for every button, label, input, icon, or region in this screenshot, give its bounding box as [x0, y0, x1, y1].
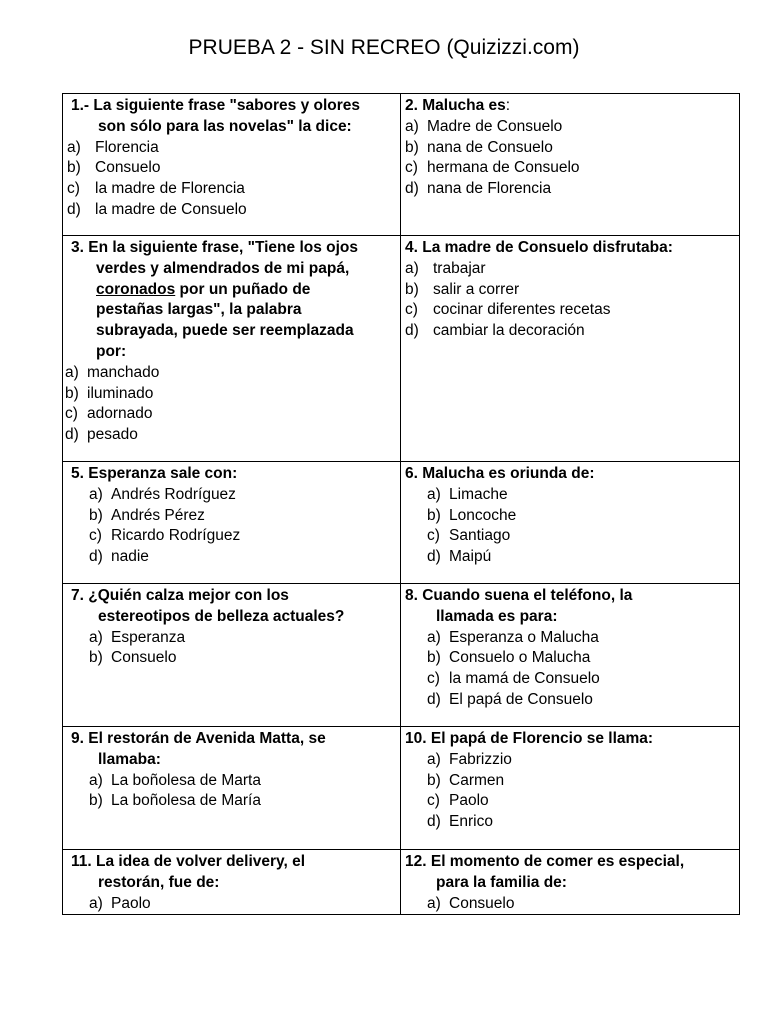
underlined-word: coronados [96, 280, 176, 298]
option-item: b) salir a correr [405, 280, 520, 298]
option-item: c) Santiago [427, 527, 511, 545]
option-item: c) cocinar diferentes recetas [405, 301, 611, 319]
question-cell [63, 462, 401, 584]
option-list [405, 485, 735, 568]
page-title: PRUEBA 2 - SIN RECREO (Quizizzi.com) [188, 36, 580, 59]
question-cell [401, 462, 740, 584]
option-item: a) manchado [65, 363, 160, 381]
quiz-row [63, 850, 740, 915]
option-item: d) nadie [89, 548, 149, 566]
question-cell [401, 850, 740, 915]
question-cell [63, 850, 401, 915]
option-list [67, 138, 396, 221]
option-item: a) Andrés Rodríguez [89, 485, 236, 503]
question-cell [401, 94, 740, 236]
option-list [405, 628, 735, 711]
question-cell [63, 236, 401, 462]
question-text: 11. La idea de volver delivery, el restorán, fue de: [71, 853, 306, 891]
option-item: b) Loncoche [427, 506, 517, 524]
option-item: a) Madre de Consuelo [405, 117, 563, 135]
question-cell [401, 727, 740, 850]
option-item: c) Paolo [427, 792, 489, 810]
option-list [65, 363, 396, 446]
option-item: b) Consuelo [89, 649, 177, 667]
option-item: d) Enrico [427, 813, 493, 831]
question-cell [401, 236, 740, 462]
option-list [405, 750, 735, 833]
option-item: a) Consuelo [427, 894, 515, 912]
option-list [405, 117, 735, 200]
option-item: a) Paolo [89, 894, 151, 912]
option-item: b) Carmen [427, 771, 505, 789]
option-item: c) adornado [65, 405, 153, 423]
question-cell [63, 94, 401, 236]
option-item: d) Maipú [427, 548, 492, 566]
option-item: b) Consuelo o Malucha [427, 649, 591, 667]
option-list [67, 628, 396, 670]
option-item: d) El papá de Consuelo [427, 690, 593, 708]
option-list [67, 771, 396, 813]
quiz-row [63, 236, 740, 462]
question-text: 2. Malucha es: [405, 97, 511, 114]
quiz-row [63, 584, 740, 727]
option-list [405, 894, 735, 915]
option-list [67, 485, 396, 568]
question-text: 9. El restorán de Avenida Matta, se llamaba: [71, 730, 326, 768]
question-text: 5. Esperanza sale con: [71, 465, 238, 482]
option-item: a) Fabrizzio [427, 750, 512, 768]
option-item: c) la mamá de Consuelo [427, 670, 600, 688]
question-text: 4. La madre de Consuelo disfrutaba: [405, 239, 673, 256]
option-item: d) cambiar la decoración [405, 322, 585, 340]
option-item: b) nana de Consuelo [405, 138, 553, 156]
option-item: a) trabajar [405, 259, 486, 277]
quiz-row [63, 94, 740, 236]
quiz-table [62, 93, 740, 915]
option-item: c) la madre de Florencia [67, 180, 245, 198]
question-text: 3. En la siguiente frase, "Tiene los ojos verdes y almendrados de mi papá, coronados por un puñado de pestañas largas", la palabra subrayada, puede ser reemplazada por: [71, 239, 359, 360]
question-text: 6. Malucha es oriunda de: [405, 465, 595, 482]
option-item: a) Limache [427, 485, 508, 503]
option-item: a) Esperanza [89, 628, 186, 646]
option-item: a) Esperanza o Malucha [427, 628, 599, 646]
option-item: b) iluminado [65, 384, 154, 402]
question-cell [401, 584, 740, 727]
question-text: 12. El momento de comer es especial, para la familia de: [405, 853, 685, 891]
option-item: b) Andrés Pérez [89, 506, 205, 524]
option-item: d) la madre de Consuelo [67, 200, 247, 218]
option-list [405, 259, 735, 342]
option-list [67, 894, 396, 915]
quiz-row [63, 727, 740, 850]
question-text: 1.- La siguiente frase "sabores y olores son sólo para las novelas" la dice: [71, 97, 361, 135]
option-item: b) Consuelo [67, 159, 161, 177]
question-text: 10. El papá de Florencio se llama: [405, 730, 654, 747]
option-item: c) Ricardo Rodríguez [89, 527, 241, 545]
question-text: 7. ¿Quién calza mejor con los estereotipos de belleza actuales? [71, 587, 345, 625]
option-item: a) Florencia [67, 138, 159, 156]
option-item: b) La boñolesa de María [89, 792, 261, 810]
option-item: c) hermana de Consuelo [405, 159, 580, 177]
option-item: d) nana de Florencia [405, 180, 552, 198]
question-cell [63, 727, 401, 850]
question-text: 8. Cuando suena el teléfono, la llamada es para: [405, 587, 633, 625]
question-cell [63, 584, 401, 727]
option-item: a) La boñolesa de Marta [89, 771, 261, 789]
quiz-row [63, 462, 740, 584]
option-item: d) pesado [65, 426, 138, 444]
